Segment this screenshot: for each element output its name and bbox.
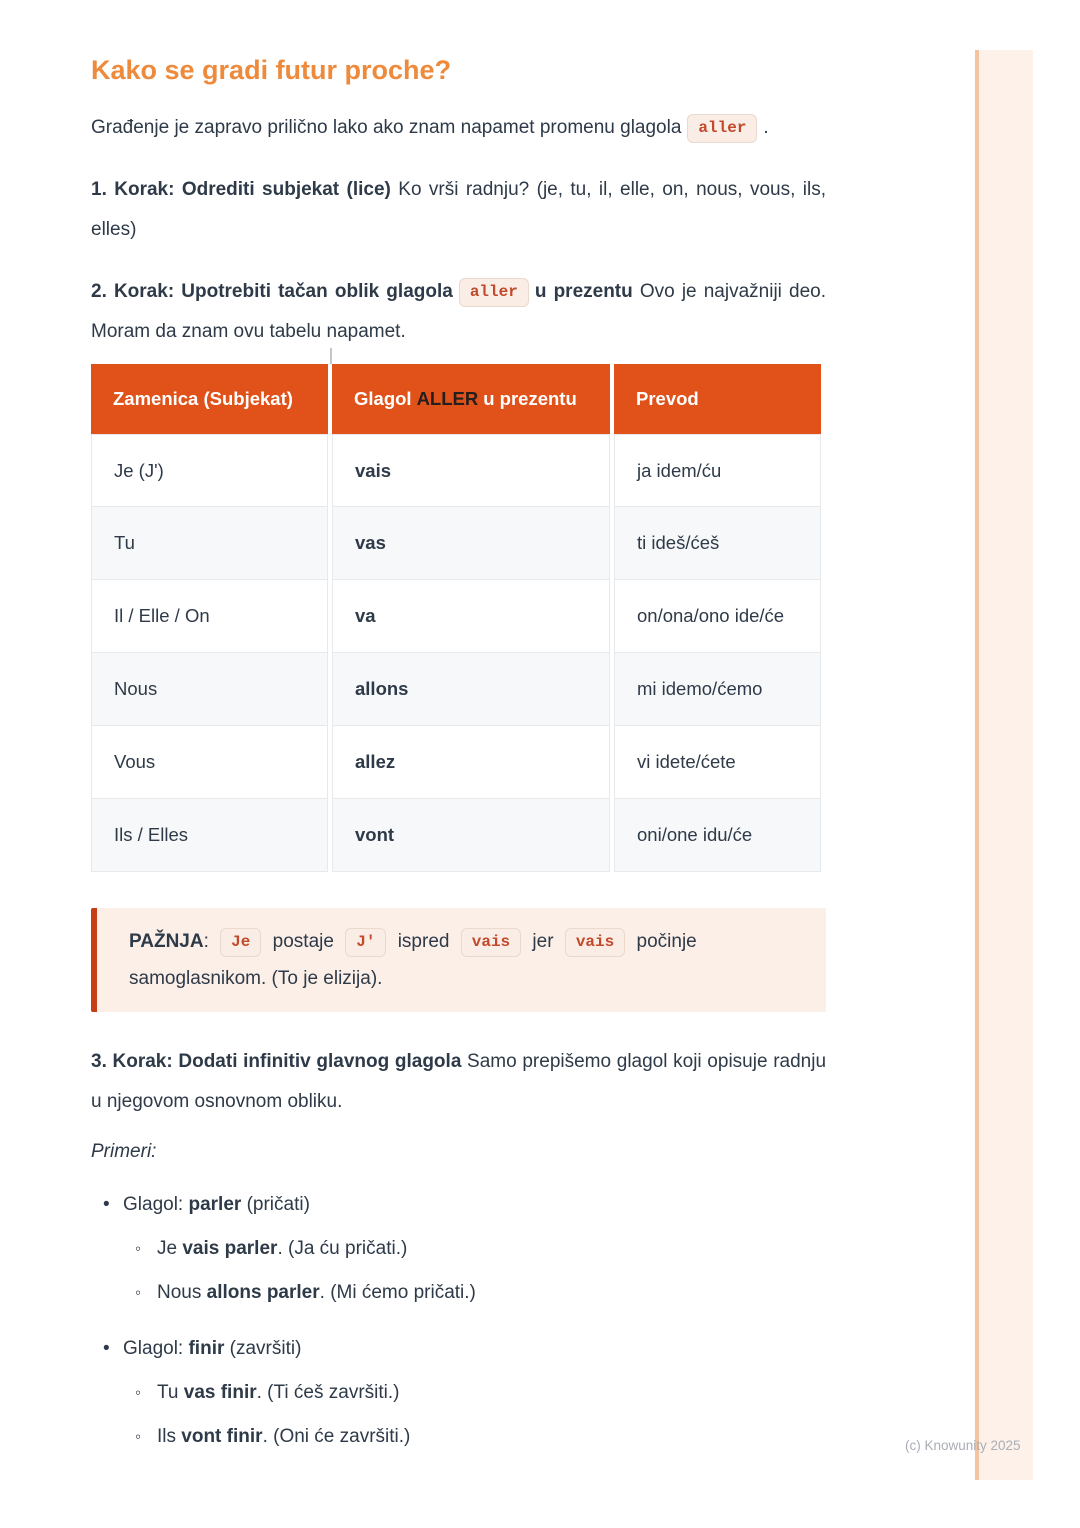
code-badge-j-apostrophe: J' — [345, 928, 386, 957]
example-post: . (Ti ćeš završiti.) — [256, 1382, 400, 1403]
callout-t4: počinje samoglasnikom. (To je elizija). — [129, 931, 697, 989]
table-cell-verb: allons — [332, 653, 610, 726]
step1-paragraph — [91, 170, 826, 250]
page-title: Kako se gradi futur proche? — [91, 55, 452, 85]
table-cell-verb: allez — [332, 726, 610, 799]
table-artifact-line — [330, 348, 332, 364]
callout-text — [129, 923, 796, 997]
list-item — [91, 1334, 826, 1364]
step2-paragraph — [91, 272, 826, 352]
footer-credit: (c) Knowunity 2025 — [905, 1438, 1021, 1453]
callout-t1: postaje — [272, 931, 334, 952]
table-cell-translation: ti ideš/ćeš — [614, 507, 821, 580]
table-cell-translation: ja idem/ću — [614, 434, 821, 507]
intro-period: . — [763, 117, 769, 138]
example-verb: parler — [188, 1194, 242, 1215]
table-cell-verb: vont — [332, 799, 610, 872]
example-post: (pričati) — [241, 1194, 310, 1215]
example-group-finir — [91, 1334, 826, 1452]
code-badge-vais-2: vais — [565, 928, 625, 957]
table-header-glagol — [332, 364, 610, 434]
list-subitem — [127, 1378, 826, 1408]
step3-heading: 3. Korak: Dodati infinitiv glavnog glagola — [91, 1051, 462, 1072]
example-pre: Glagol: — [123, 1338, 189, 1359]
code-badge-je: Je — [220, 928, 261, 957]
step1-heading: 1. Korak: Odrediti subjekat (lice) — [91, 179, 391, 200]
example-post: (završiti) — [224, 1338, 302, 1359]
list-subitem — [127, 1234, 826, 1264]
step3-paragraph — [91, 1042, 826, 1122]
table-cell-translation: vi idete/ćete — [614, 726, 821, 799]
table-cell-verb: va — [332, 580, 610, 653]
example-post: . (Ja ću pričati.) — [277, 1238, 408, 1259]
table-header-prevod: Prevod — [614, 364, 821, 434]
code-badge-aller: aller — [687, 114, 757, 143]
example-verb: vas finir — [183, 1382, 257, 1403]
callout-colon: : — [203, 931, 215, 952]
code-badge-aller-2: aller — [459, 278, 529, 307]
header-glagol-post: u prezentu — [483, 388, 577, 409]
document-body — [91, 0, 826, 1452]
step2-heading: 2. Korak: Upotrebiti tačan oblik glagola — [91, 281, 453, 302]
table-header-zamenica: Zamenica (Subjekat) — [91, 364, 328, 434]
example-pre: Nous — [157, 1282, 207, 1303]
intro-text: Građenje je zapravo prilično lako ako znam napamet promenu glagola — [91, 117, 682, 138]
example-pre: Je — [157, 1238, 183, 1259]
table-cell-verb: vais — [332, 434, 610, 507]
callout-label: PAŽNJA — [129, 931, 204, 952]
example-pre: Tu — [157, 1382, 184, 1403]
table-cell-pronoun: Tu — [91, 507, 328, 580]
callout-t3: jer — [532, 931, 554, 952]
attention-callout — [91, 908, 826, 1012]
header-glagol-aller: ALLER — [416, 388, 479, 409]
example-verb: finir — [188, 1338, 225, 1359]
table-cell-translation: oni/one idu/će — [614, 799, 821, 872]
table-cell-pronoun: Je (J') — [91, 434, 328, 507]
example-verb: vont finir — [181, 1426, 263, 1447]
list-item — [91, 1190, 826, 1220]
table-cell-translation: mi idemo/ćemo — [614, 653, 821, 726]
table-cell-pronoun: Ils / Elles — [91, 799, 328, 872]
example-verb: vais parler — [182, 1238, 278, 1259]
list-subitem — [127, 1422, 826, 1452]
primeri-label: Primeri: — [91, 1141, 157, 1162]
example-list — [91, 1190, 826, 1452]
table-cell-verb: vas — [332, 507, 610, 580]
step3-text: Samo prepišemo glagol koji opisuje radnju u njegovom osnovnom obliku. — [91, 1051, 827, 1112]
table-cell-pronoun: Nous — [91, 653, 328, 726]
code-badge-vais-1: vais — [461, 928, 521, 957]
step2-heading-2: u prezentu — [534, 281, 633, 302]
example-verb: allons parler — [206, 1282, 320, 1303]
example-group-parler — [91, 1190, 826, 1308]
conjugation-table — [91, 364, 821, 872]
table-cell-translation: on/ona/ono ide/će — [614, 580, 821, 653]
example-post: . (Oni će završiti.) — [262, 1426, 411, 1447]
page-margin-strip — [975, 50, 1033, 1480]
example-pre: Glagol: — [123, 1194, 189, 1215]
table-cell-pronoun: Il / Elle / On — [91, 580, 328, 653]
step1-text: Ko vrši radnju? (je, tu, il, elle, on, nous, vous, ils, elles) — [91, 179, 826, 240]
table-cell-pronoun: Vous — [91, 726, 328, 799]
callout-t2: ispred — [397, 931, 450, 952]
header-glagol-pre: Glagol — [354, 388, 412, 409]
example-pre: Ils — [157, 1426, 182, 1447]
step2-text: Ovo je najvažniji deo. Moram da znam ovu tabelu napamet. — [91, 281, 826, 342]
example-post: . (Mi ćemo pričati.) — [319, 1282, 476, 1303]
list-subitem — [127, 1278, 826, 1308]
intro-paragraph — [91, 108, 826, 148]
